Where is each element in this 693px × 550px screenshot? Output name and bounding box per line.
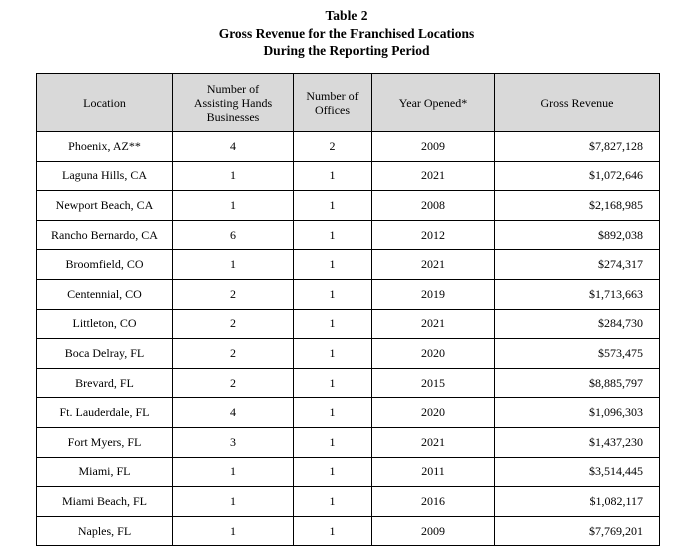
cell-businesses: 3: [173, 427, 294, 457]
cell-gross-revenue: $284,730: [495, 309, 660, 339]
cell-year-opened: 2016: [372, 487, 495, 517]
cell-offices: 1: [294, 516, 372, 546]
cell-businesses: 6: [173, 220, 294, 250]
cell-year-opened: 2021: [372, 309, 495, 339]
table-body: [37, 132, 660, 546]
cell-gross-revenue: $892,038: [495, 220, 660, 250]
gross-revenue-table: [36, 73, 660, 546]
cell-location: Fort Myers, FL: [37, 427, 173, 457]
header-location: Location: [37, 74, 173, 132]
table-row: [37, 368, 660, 398]
cell-year-opened: 2020: [372, 398, 495, 428]
cell-businesses: 1: [173, 191, 294, 221]
table-caption: [0, 7, 693, 60]
cell-location: Brevard, FL: [37, 368, 173, 398]
cell-offices: 1: [294, 487, 372, 517]
header-businesses: [173, 74, 294, 132]
cell-offices: 1: [294, 250, 372, 280]
table-subtitle: During the Reporting Period: [263, 43, 430, 58]
cell-gross-revenue: $274,317: [495, 250, 660, 280]
cell-year-opened: 2009: [372, 516, 495, 546]
table-number: Table 2: [325, 8, 368, 23]
table-row: [37, 250, 660, 280]
cell-gross-revenue: $2,168,985: [495, 191, 660, 221]
cell-year-opened: 2020: [372, 339, 495, 369]
cell-year-opened: 2012: [372, 220, 495, 250]
cell-location: Boca Delray, FL: [37, 339, 173, 369]
cell-gross-revenue: $8,885,797: [495, 368, 660, 398]
cell-location: Broomfield, CO: [37, 250, 173, 280]
cell-location: Rancho Bernardo, CA: [37, 220, 173, 250]
header-offices-line: Number of: [306, 88, 359, 103]
cell-location: Newport Beach, CA: [37, 191, 173, 221]
cell-gross-revenue: $7,769,201: [495, 516, 660, 546]
cell-offices: 1: [294, 279, 372, 309]
table-row: [37, 427, 660, 457]
header-offices-line: Offices: [314, 102, 351, 117]
cell-location: Laguna Hills, CA: [37, 161, 173, 191]
cell-location: Ft. Lauderdale, FL: [37, 398, 173, 428]
cell-offices: 1: [294, 457, 372, 487]
cell-gross-revenue: $1,072,646: [495, 161, 660, 191]
cell-year-opened: 2021: [372, 250, 495, 280]
table-row: [37, 339, 660, 369]
cell-year-opened: 2021: [372, 161, 495, 191]
cell-location: Littleton, CO: [37, 309, 173, 339]
header-businesses-line: Assisting Hands: [193, 95, 273, 110]
cell-businesses: 1: [173, 457, 294, 487]
table-title: Gross Revenue for the Franchised Locations: [218, 25, 475, 41]
header-gross-revenue: Gross Revenue: [495, 74, 660, 132]
table-row: [37, 220, 660, 250]
cell-businesses: 2: [173, 339, 294, 369]
table-row: [37, 487, 660, 517]
cell-gross-revenue: $573,475: [495, 339, 660, 369]
cell-offices: 1: [294, 427, 372, 457]
cell-year-opened: 2009: [372, 132, 495, 162]
cell-businesses: 1: [173, 487, 294, 517]
cell-offices: 1: [294, 309, 372, 339]
cell-location: Miami, FL: [37, 457, 173, 487]
table-row: [37, 309, 660, 339]
table-header-row: [37, 74, 660, 132]
cell-gross-revenue: $1,082,117: [495, 487, 660, 517]
cell-businesses: 2: [173, 279, 294, 309]
table-row: [37, 161, 660, 191]
header-businesses-line: Number of: [206, 81, 260, 96]
cell-year-opened: 2015: [372, 368, 495, 398]
cell-businesses: 2: [173, 309, 294, 339]
cell-businesses: 2: [173, 368, 294, 398]
cell-year-opened: 2019: [372, 279, 495, 309]
header-businesses-line: Businesses: [206, 109, 260, 124]
cell-offices: 2: [294, 132, 372, 162]
cell-location: Miami Beach, FL: [37, 487, 173, 517]
cell-year-opened: 2021: [372, 427, 495, 457]
cell-offices: 1: [294, 161, 372, 191]
table-row: [37, 279, 660, 309]
cell-location: Phoenix, AZ**: [37, 132, 173, 162]
cell-gross-revenue: $1,713,663: [495, 279, 660, 309]
cell-businesses: 4: [173, 132, 294, 162]
cell-offices: 1: [294, 368, 372, 398]
header-year-opened: Year Opened*: [372, 74, 495, 132]
cell-gross-revenue: $1,096,303: [495, 398, 660, 428]
header-offices: [294, 74, 372, 132]
cell-year-opened: 2008: [372, 191, 495, 221]
cell-businesses: 1: [173, 161, 294, 191]
cell-businesses: 1: [173, 516, 294, 546]
cell-offices: 1: [294, 220, 372, 250]
table-row: [37, 516, 660, 546]
cell-gross-revenue: $7,827,128: [495, 132, 660, 162]
table-row: [37, 398, 660, 428]
cell-location: Naples, FL: [37, 516, 173, 546]
table-row: [37, 132, 660, 162]
cell-offices: 1: [294, 191, 372, 221]
cell-businesses: 4: [173, 398, 294, 428]
table-row: [37, 191, 660, 221]
cell-offices: 1: [294, 398, 372, 428]
cell-businesses: 1: [173, 250, 294, 280]
cell-year-opened: 2011: [372, 457, 495, 487]
cell-gross-revenue: $3,514,445: [495, 457, 660, 487]
table-row: [37, 457, 660, 487]
cell-gross-revenue: $1,437,230: [495, 427, 660, 457]
cell-location: Centennial, CO: [37, 279, 173, 309]
cell-offices: 1: [294, 339, 372, 369]
